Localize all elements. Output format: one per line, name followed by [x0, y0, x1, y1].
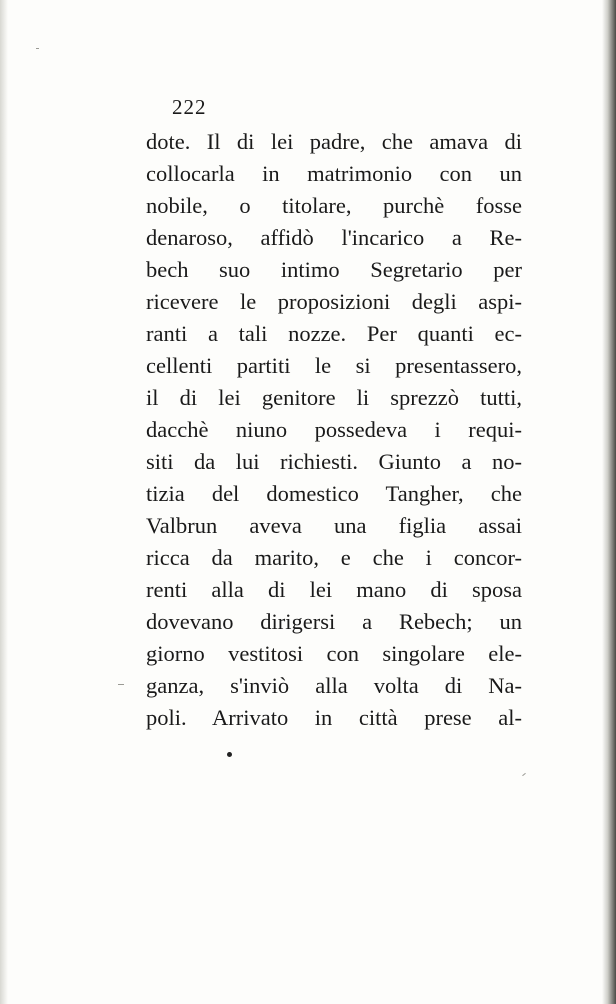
page-left-edge [0, 0, 8, 1004]
text-line: poli. Arrivato in città prese al- [146, 705, 522, 730]
text-line: ganza, s'inviò alla volta di Na- [146, 673, 522, 698]
text-line: renti alla di lei mano di sposa [146, 577, 522, 602]
text-line: il di lei genitore li sprezzò tutti, [146, 385, 522, 410]
text-line: cellenti partiti le si presentassero, [146, 353, 522, 378]
page-number: 222 [172, 95, 207, 119]
text-line: ranti a tali nozze. Per quanti ec- [146, 321, 522, 346]
text-line: nobile, o titolare, purchè fosse [146, 193, 522, 218]
body-text [146, 126, 522, 734]
text-line: dacchè niuno possedeva i requi- [146, 417, 522, 442]
paper-speck [522, 773, 526, 776]
text-line: bech suo intimo Segretario per [146, 257, 522, 282]
text-line: giorno vestitosi con singolare ele- [146, 641, 522, 666]
text-line: tizia del domestico Tangher, che [146, 481, 522, 506]
text-line: denaroso, affidò l'incarico a Re- [146, 225, 522, 250]
text-line: ricevere le proposizioni degli aspi- [146, 289, 522, 314]
text-line: Valbrun aveva una figlia assai [146, 513, 522, 538]
page-binding-edge [602, 0, 616, 1004]
text-line: ricca da marito, e che i concor- [146, 545, 522, 570]
ink-dot-ornament [227, 752, 232, 757]
paper-speck [118, 684, 124, 685]
text-line: collocarla in matrimonio con un [146, 161, 522, 186]
text-line: dovevano dirigersi a Rebech; un [146, 609, 522, 634]
paper-speck [36, 48, 39, 49]
text-line: siti da lui richiesti. Giunto a no- [146, 449, 522, 474]
text-line: dote. Il di lei padre, che amava di [146, 129, 522, 154]
